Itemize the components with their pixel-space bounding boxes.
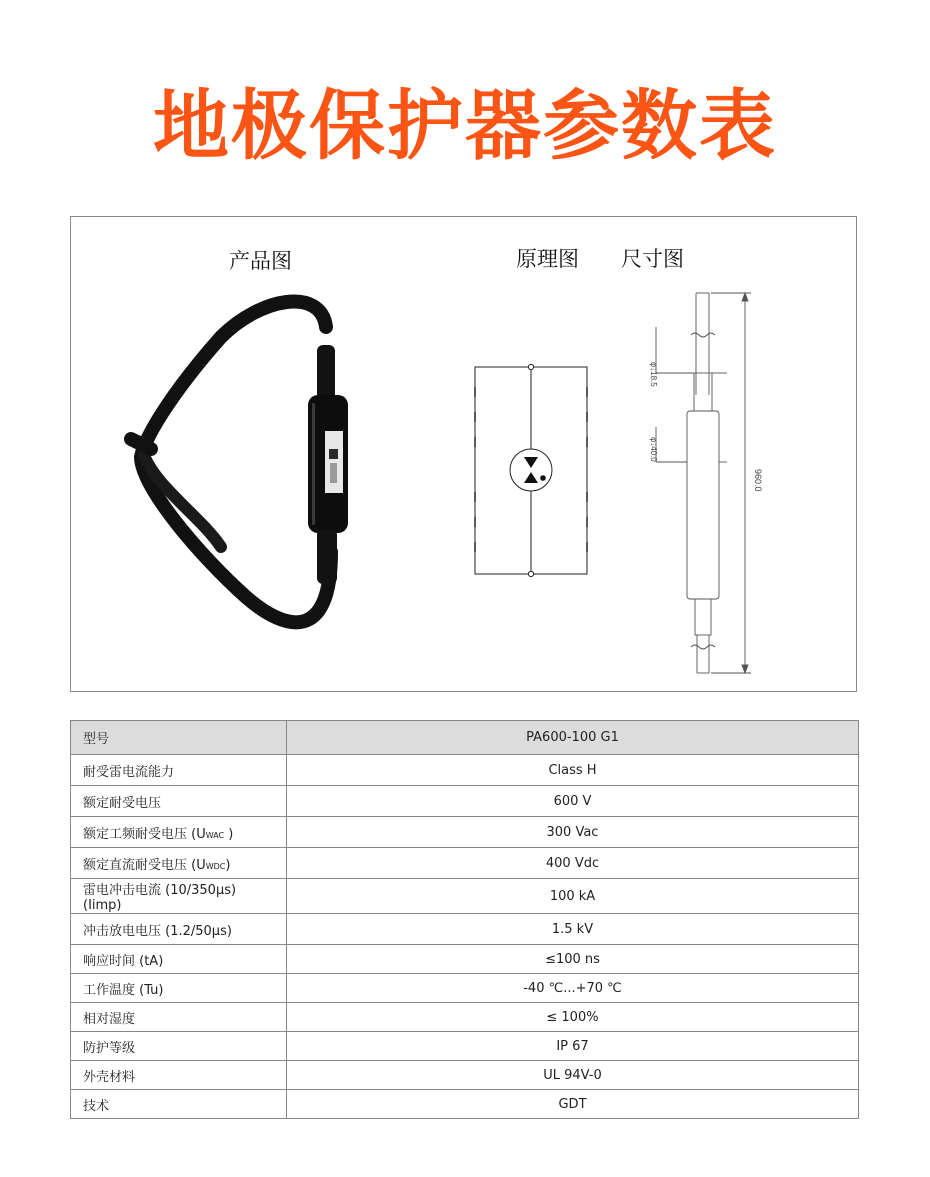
page-title: 地极保护器参数表 [153,81,777,170]
principle-diagram [466,357,596,582]
table-row [71,755,859,786]
param-name [71,848,287,879]
param-value: ≤ 100% [287,1003,859,1032]
dimension-d2-label: φ↓40.0 [649,437,658,462]
param-name [71,817,287,848]
param-name: 技术 [71,1090,287,1119]
table-row [71,1003,859,1032]
table-row [71,945,859,974]
dimension-d1-label: φ↓18.5 [649,362,658,387]
param-value: PA600-100 G1 [287,721,859,755]
param-value: 400 Vdc [287,848,859,879]
param-name: 冲击放电电压 (1.2/50μs) [71,914,287,945]
table-row [71,1090,859,1119]
product-image [71,217,401,687]
param-name-main: 额定直流耐受电压 (U [83,857,206,873]
param-name: 响应时间 (tA) [71,945,287,974]
param-value: -40 ℃...+70 ℃ [287,974,859,1003]
table-row [71,1032,859,1061]
param-name: 防护等级 [71,1032,287,1061]
param-value: GDT [287,1090,859,1119]
table-row [71,974,859,1003]
table-row [71,914,859,945]
param-name-main: 额定工频耐受电压 (U [83,826,206,842]
param-name: 额定耐受电压 [71,786,287,817]
parameter-table [70,720,859,1119]
param-value: 600 V [287,786,859,817]
param-value: Class H [287,755,859,786]
param-name: 型号 [71,721,287,755]
table-row [71,817,859,848]
table-row-model [71,721,859,755]
dimension-length-label: 960.0 [753,469,763,492]
dimension-figure-label: 尺寸图 [621,247,684,271]
table-row [71,879,859,914]
param-name: 外壳材料 [71,1061,287,1090]
principle-figure-label: 原理图 [516,247,579,271]
table-row [71,786,859,817]
product-figure-label: 产品图 [229,249,292,273]
table-row [71,848,859,879]
param-name: 工作温度 (Tu) [71,974,287,1003]
param-name-subscript: WDC [205,861,226,871]
param-name: 耐受雷电流能力 [71,755,287,786]
dimension-diagram [631,287,831,677]
param-value: UL 94V-0 [287,1061,859,1090]
param-value: ≤100 ns [287,945,859,974]
table-row [71,1061,859,1090]
param-value: 1.5 kV [287,914,859,945]
param-name: 雷电冲击电流 (10/350μs) (Iimp) [71,879,287,914]
param-value: 100 kA [287,879,859,914]
param-name: 相对湿度 [71,1003,287,1032]
param-name-end: ) [225,857,231,873]
figure-panel [70,216,857,692]
param-value: IP 67 [287,1032,859,1061]
param-value: 300 Vac [287,817,859,848]
param-name-end: ) [224,826,234,842]
param-name-subscript: WAC [205,830,225,840]
